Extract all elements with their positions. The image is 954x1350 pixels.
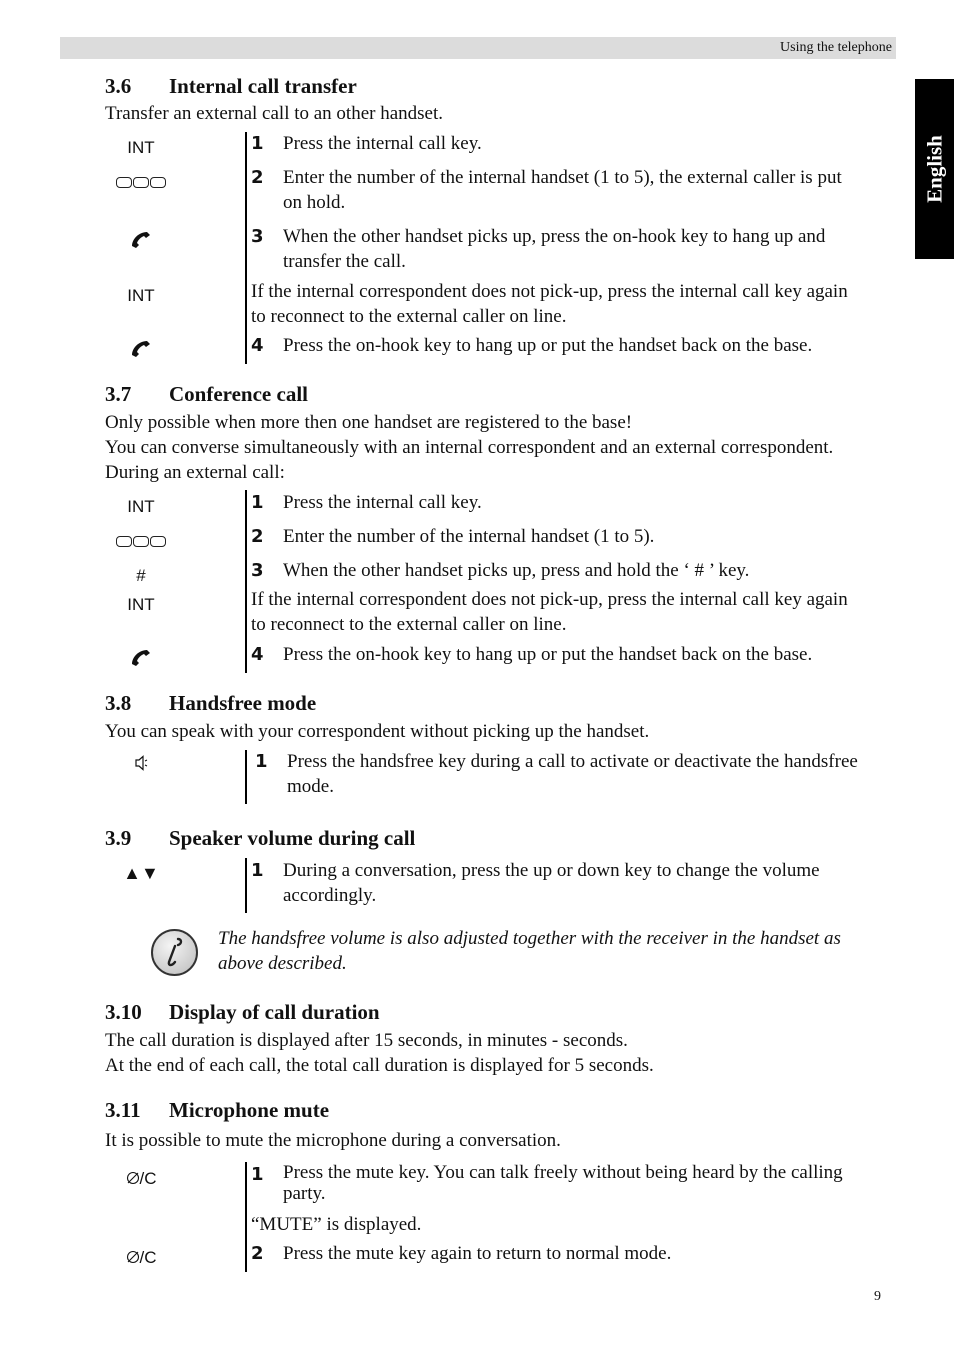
step-column-divider bbox=[245, 1162, 247, 1272]
step-number: 3 bbox=[251, 226, 264, 247]
step-number: 1 bbox=[255, 751, 268, 772]
section-3-8-intro: You can speak with your correspondent without picking up the handset. bbox=[105, 721, 650, 742]
step-text: Press the mute key. You can talk freely without being heard by the calling party. bbox=[283, 1162, 843, 1204]
step-note: “MUTE” is displayed. bbox=[251, 1214, 422, 1235]
step-text: During a conversation, press the up or down key to change the volume accordingly. bbox=[283, 860, 820, 906]
language-tab bbox=[915, 79, 954, 259]
int-key-label: INT bbox=[127, 497, 155, 516]
step-number: 4 bbox=[251, 644, 264, 665]
page-number: 9 bbox=[874, 1289, 881, 1304]
step-column-divider bbox=[245, 858, 247, 913]
section-3-11-intro: It is possible to mute the microphone during a conversation. bbox=[105, 1130, 561, 1151]
int-key-label: INT bbox=[127, 595, 155, 614]
step-column-divider bbox=[245, 132, 247, 364]
number-keys-icon bbox=[103, 171, 179, 193]
step-number: 4 bbox=[251, 335, 264, 356]
section-3-10-text: The call duration is displayed after 15 seconds, in minutes - seconds. bbox=[105, 1030, 628, 1051]
handsfree-speaker-icon bbox=[103, 755, 179, 777]
step-number: 2 bbox=[251, 1243, 264, 1264]
step-text: When the other handset picks up, press the on-hook key to hang up and transfer the call. bbox=[283, 226, 826, 272]
section-3-7-intro: You can converse simultaneously with an internal correspondent and an external correspondent. bbox=[105, 437, 834, 458]
section-3-7-intro: Only possible when more then one handset are registered to the base! bbox=[105, 412, 633, 433]
step-note: If the internal correspondent does not pick-up, press the internal call key again to reconnect to the external caller on line. bbox=[251, 281, 848, 327]
step-column-divider bbox=[245, 490, 247, 673]
step-text: Press the handsfree key during a call to activate or deactivate the handsfree mode. bbox=[287, 751, 858, 797]
step-text: Press the on-hook key to hang up or put the handset back on the base. bbox=[283, 644, 813, 665]
language-tab-label: English bbox=[922, 135, 946, 203]
step-number: 2 bbox=[251, 526, 264, 547]
step-text: Press the mute key again to return to normal mode. bbox=[283, 1243, 672, 1264]
section-3-6-intro: Transfer an external call to an other handset. bbox=[105, 103, 444, 124]
mute-key-label: /C bbox=[139, 1169, 157, 1188]
running-title: Using the telephone bbox=[780, 40, 892, 55]
int-key-label: INT bbox=[127, 138, 155, 157]
step-text: Press the internal call key. bbox=[283, 492, 482, 513]
step-number: 1 bbox=[251, 133, 264, 154]
mute-key-icon bbox=[103, 1168, 179, 1190]
step-number: 2 bbox=[251, 167, 264, 188]
step-number: 1 bbox=[251, 492, 264, 513]
on-hook-icon bbox=[103, 229, 179, 255]
step-text: When the other handset picks up, press and hold the ‘ # ’ key. bbox=[283, 560, 750, 581]
step-text: Press the internal call key. bbox=[283, 133, 482, 154]
step-text: Enter the number of the internal handset (1 to 5), the external caller is put on hold. bbox=[283, 167, 842, 213]
mute-key-icon bbox=[103, 1247, 179, 1269]
on-hook-icon bbox=[103, 647, 179, 673]
on-hook-icon bbox=[103, 338, 179, 364]
section-3-7-intro: During an external call: bbox=[105, 462, 285, 483]
section-3-10-heading: 3.10 Display of call duration bbox=[105, 1000, 380, 1024]
step-number: 1 bbox=[251, 1164, 264, 1185]
step-number: 1 bbox=[251, 860, 264, 881]
hash-key-label: # bbox=[136, 566, 146, 585]
info-icon bbox=[151, 929, 198, 976]
up-down-arrows-icon: ▲▼ bbox=[123, 863, 159, 883]
section-3-8-heading: 3.8 Handsfree mode bbox=[105, 691, 317, 715]
info-note: The handsfree volume is also adjusted together with the receiver in the handset as above described. bbox=[218, 928, 841, 974]
int-key-label: INT bbox=[127, 286, 155, 305]
step-column-divider bbox=[245, 750, 247, 804]
section-3-7-heading: 3.7 Conference call bbox=[105, 382, 308, 406]
running-header bbox=[60, 37, 896, 59]
step-number: 3 bbox=[251, 560, 264, 581]
section-3-6-heading: 3.6 Internal call transfer bbox=[105, 74, 357, 98]
step-text: Enter the number of the internal handset (1 to 5). bbox=[283, 526, 655, 547]
section-3-10-text: At the end of each call, the total call duration is displayed for 5 seconds. bbox=[105, 1055, 654, 1076]
step-note: If the internal correspondent does not pick-up, press the internal call key again to reconnect to the external caller on line. bbox=[251, 589, 848, 635]
mute-key-label: /C bbox=[139, 1248, 157, 1267]
number-keys-icon bbox=[103, 530, 179, 552]
section-3-11-heading: 3.11 Microphone mute bbox=[105, 1098, 330, 1122]
step-text: Press the on-hook key to hang up or put the handset back on the base. bbox=[283, 335, 813, 356]
section-3-9-heading: 3.9 Speaker volume during call bbox=[105, 826, 416, 850]
